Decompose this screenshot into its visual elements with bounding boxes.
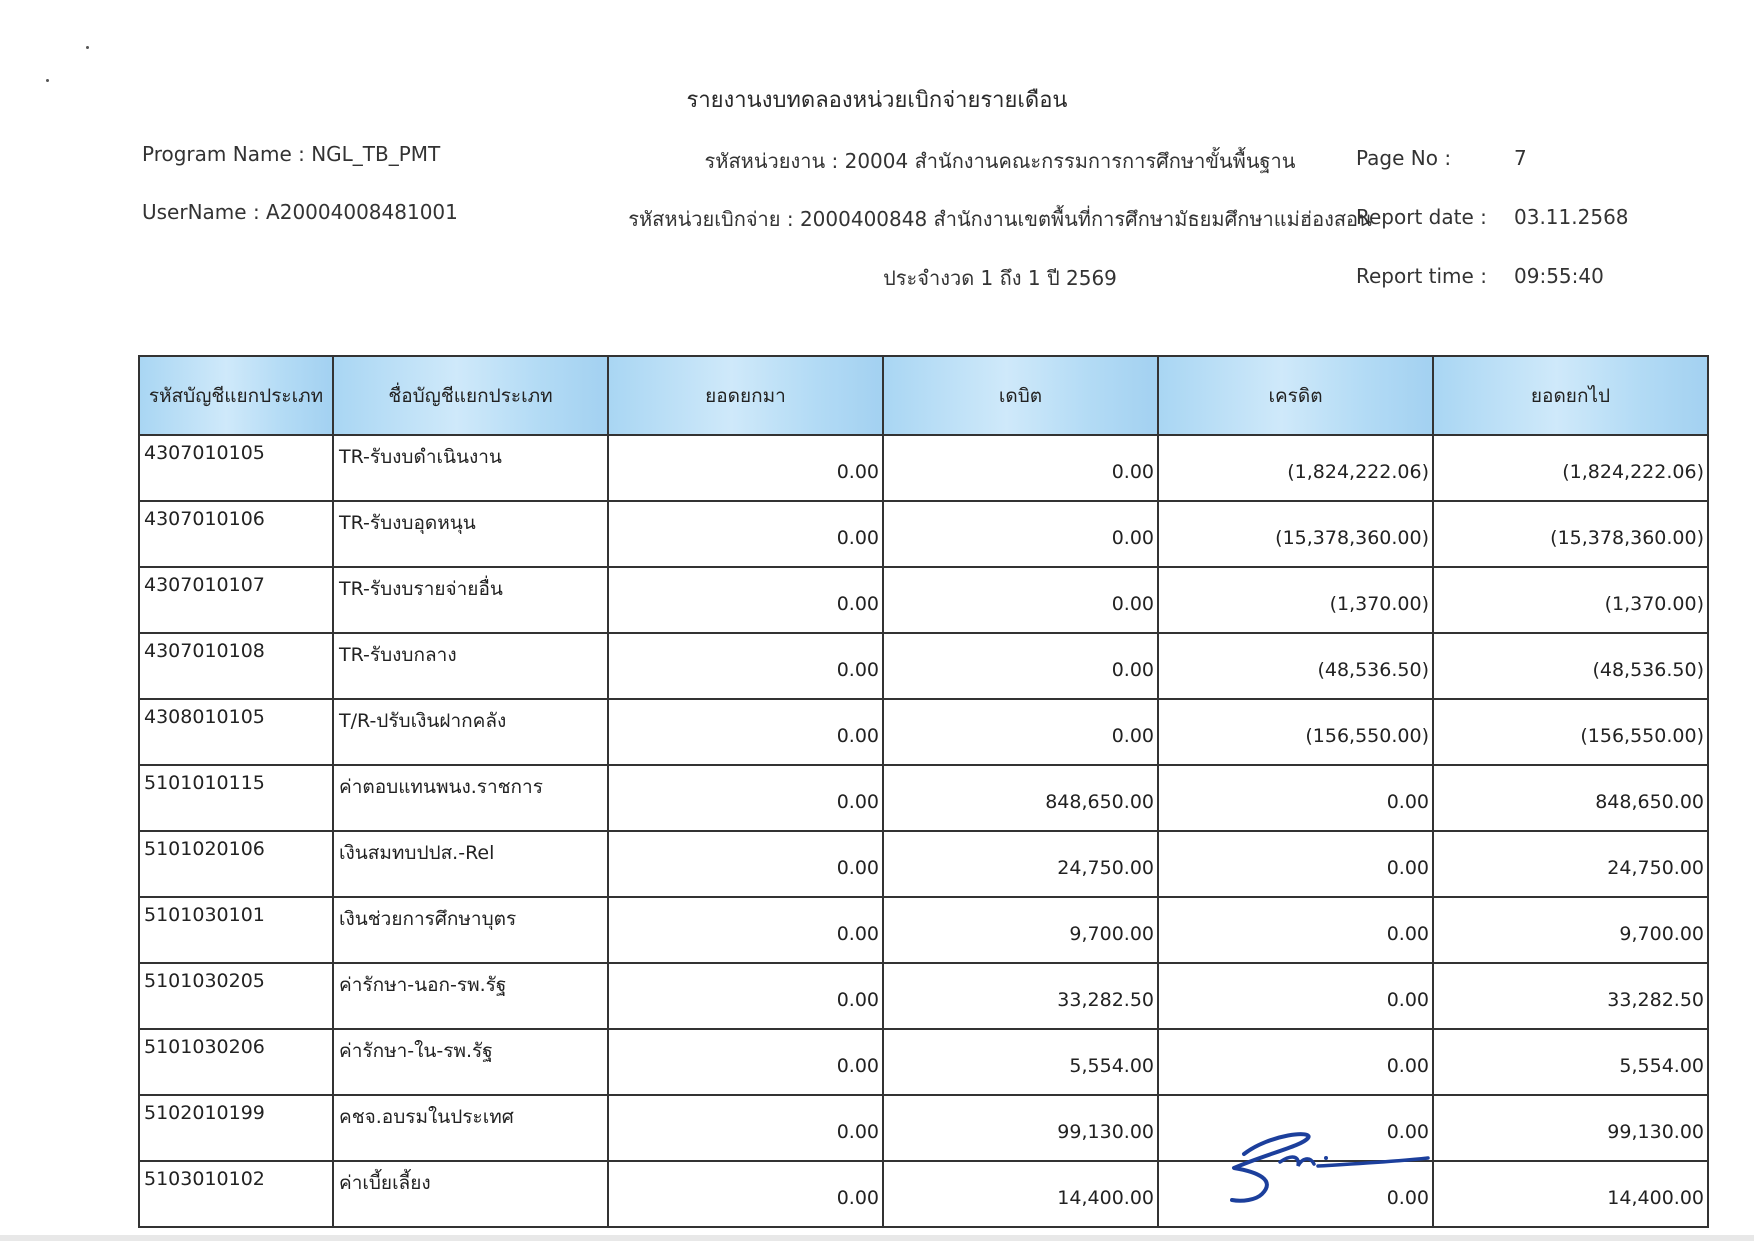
table-row <box>139 831 1708 897</box>
row-debit-cell: 9,700.00 <box>883 897 1158 963</box>
row-credit-cell: (156,550.00) <box>1158 699 1433 765</box>
report-time-label: Report time : <box>1356 264 1487 288</box>
row-name-cell: TR-รับงบดำเนินงาน <box>333 435 608 501</box>
row-credit-cell: 0.00 <box>1158 1095 1433 1161</box>
row-debit-cell: 0.00 <box>883 633 1158 699</box>
table-row <box>139 435 1708 501</box>
page-no-value: 7 <box>1514 146 1527 170</box>
col-header-carried-forward: ยอดยกไป <box>1433 356 1708 435</box>
report-time-value: 09:55:40 <box>1514 264 1604 288</box>
row-code-cell: 4307010105 <box>139 435 333 501</box>
table-row <box>139 1095 1708 1161</box>
row-code-cell: 5101030101 <box>139 897 333 963</box>
row-debit-cell: 0.00 <box>883 435 1158 501</box>
col-header-code: รหัสบัญชีแยกประเภท <box>139 356 333 435</box>
row-credit-cell: 0.00 <box>1158 1161 1433 1227</box>
table-row <box>139 699 1708 765</box>
row-carried-forward-cell: (1,370.00) <box>1433 567 1708 633</box>
table-row <box>139 501 1708 567</box>
row-credit-cell: 0.00 <box>1158 765 1433 831</box>
report-date-value: 03.11.2568 <box>1514 205 1629 229</box>
row-code-cell: 5101010115 <box>139 765 333 831</box>
user-name: UserName : A20004008481001 <box>142 200 458 224</box>
row-credit-cell: (1,824,222.06) <box>1158 435 1433 501</box>
row-debit-cell: 24,750.00 <box>883 831 1158 897</box>
row-debit-cell: 14,400.00 <box>883 1161 1158 1227</box>
row-brought-forward-cell: 0.00 <box>608 1161 883 1227</box>
row-credit-cell: 0.00 <box>1158 897 1433 963</box>
row-debit-cell: 5,554.00 <box>883 1029 1158 1095</box>
row-brought-forward-cell: 0.00 <box>608 897 883 963</box>
row-brought-forward-cell: 0.00 <box>608 567 883 633</box>
row-brought-forward-cell: 0.00 <box>608 435 883 501</box>
row-carried-forward-cell: (48,536.50) <box>1433 633 1708 699</box>
row-carried-forward-cell: 99,130.00 <box>1433 1095 1708 1161</box>
row-name-cell: ค่าเบี้ยเลี้ยง <box>333 1161 608 1227</box>
col-header-brought-forward: ยอดยกมา <box>608 356 883 435</box>
table-row <box>139 897 1708 963</box>
row-brought-forward-cell: 0.00 <box>608 963 883 1029</box>
page-no-label: Page No : <box>1356 146 1452 170</box>
row-code-cell: 4308010105 <box>139 699 333 765</box>
table-row <box>139 765 1708 831</box>
table-row <box>139 963 1708 1029</box>
row-brought-forward-cell: 0.00 <box>608 633 883 699</box>
row-carried-forward-cell: (156,550.00) <box>1433 699 1708 765</box>
row-brought-forward-cell: 0.00 <box>608 831 883 897</box>
row-debit-cell: 848,650.00 <box>883 765 1158 831</box>
row-carried-forward-cell: 5,554.00 <box>1433 1029 1708 1095</box>
row-name-cell: เงินช่วยการศึกษาบุตร <box>333 897 608 963</box>
row-debit-cell: 0.00 <box>883 567 1158 633</box>
row-code-cell: 5101020106 <box>139 831 333 897</box>
row-carried-forward-cell: (1,824,222.06) <box>1433 435 1708 501</box>
row-name-cell: TR-รับงบกลาง <box>333 633 608 699</box>
row-carried-forward-cell: 9,700.00 <box>1433 897 1708 963</box>
agency-line: รหัสหน่วยงาน : 20004 สำนักงานคณะกรรมการการศึกษาขั้นพื้นฐาน <box>704 149 1296 173</box>
row-brought-forward-cell: 0.00 <box>608 699 883 765</box>
scan-bottom-edge <box>0 1235 1754 1241</box>
signature-mark <box>1222 1128 1432 1208</box>
row-credit-cell: (15,378,360.00) <box>1158 501 1433 567</box>
period-line: ประจำงวด 1 ถึง 1 ปี 2569 <box>883 266 1117 290</box>
table-row <box>139 567 1708 633</box>
row-code-cell: 5103010102 <box>139 1161 333 1227</box>
table-row <box>139 633 1708 699</box>
table-row <box>139 1029 1708 1095</box>
row-name-cell: ค่ารักษา-นอก-รพ.รัฐ <box>333 963 608 1029</box>
row-name-cell: T/R-ปรับเงินฝากคลัง <box>333 699 608 765</box>
row-carried-forward-cell: (15,378,360.00) <box>1433 501 1708 567</box>
program-name: Program Name : NGL_TB_PMT <box>142 142 441 166</box>
row-debit-cell: 99,130.00 <box>883 1095 1158 1161</box>
row-debit-cell: 0.00 <box>883 501 1158 567</box>
row-carried-forward-cell: 33,282.50 <box>1433 963 1708 1029</box>
report-title: รายงานงบทดลองหน่วยเบิกจ่ายรายเดือน <box>686 88 1068 113</box>
row-credit-cell: 0.00 <box>1158 963 1433 1029</box>
row-brought-forward-cell: 0.00 <box>608 501 883 567</box>
row-code-cell: 5102010199 <box>139 1095 333 1161</box>
table-header-row <box>139 356 1708 435</box>
row-code-cell: 5101030205 <box>139 963 333 1029</box>
row-name-cell: TR-รับงบอุดหนุน <box>333 501 608 567</box>
row-debit-cell: 0.00 <box>883 699 1158 765</box>
scan-speck <box>86 46 89 49</box>
row-code-cell: 5101030206 <box>139 1029 333 1095</box>
row-name-cell: คชจ.อบรมในประเทศ <box>333 1095 608 1161</box>
disbursing-unit-line: รหัสหน่วยเบิกจ่าย : 2000400848 สำนักงานเขตพื้นที่การศึกษามัธยมศึกษาแม่ฮ่องสอน <box>628 207 1372 231</box>
row-debit-cell: 33,282.50 <box>883 963 1158 1029</box>
row-brought-forward-cell: 0.00 <box>608 1029 883 1095</box>
row-credit-cell: 0.00 <box>1158 831 1433 897</box>
row-carried-forward-cell: 14,400.00 <box>1433 1161 1708 1227</box>
table-row <box>139 1161 1708 1227</box>
trial-balance-table <box>138 355 1709 1228</box>
col-header-name: ชื่อบัญชีแยกประเภท <box>333 356 608 435</box>
col-header-debit: เดบิต <box>883 356 1158 435</box>
row-brought-forward-cell: 0.00 <box>608 765 883 831</box>
row-credit-cell: 0.00 <box>1158 1029 1433 1095</box>
row-carried-forward-cell: 24,750.00 <box>1433 831 1708 897</box>
row-code-cell: 4307010108 <box>139 633 333 699</box>
col-header-credit: เครดิต <box>1158 356 1433 435</box>
report-date-label: Report date : <box>1356 205 1487 229</box>
row-name-cell: ค่ารักษา-ใน-รพ.รัฐ <box>333 1029 608 1095</box>
row-credit-cell: (48,536.50) <box>1158 633 1433 699</box>
row-brought-forward-cell: 0.00 <box>608 1095 883 1161</box>
row-code-cell: 4307010106 <box>139 501 333 567</box>
row-code-cell: 4307010107 <box>139 567 333 633</box>
row-name-cell: TR-รับงบรายจ่ายอื่น <box>333 567 608 633</box>
row-name-cell: เงินสมทบปปส.-Rel <box>333 831 608 897</box>
row-name-cell: ค่าตอบแทนพนง.ราชการ <box>333 765 608 831</box>
row-carried-forward-cell: 848,650.00 <box>1433 765 1708 831</box>
row-credit-cell: (1,370.00) <box>1158 567 1433 633</box>
